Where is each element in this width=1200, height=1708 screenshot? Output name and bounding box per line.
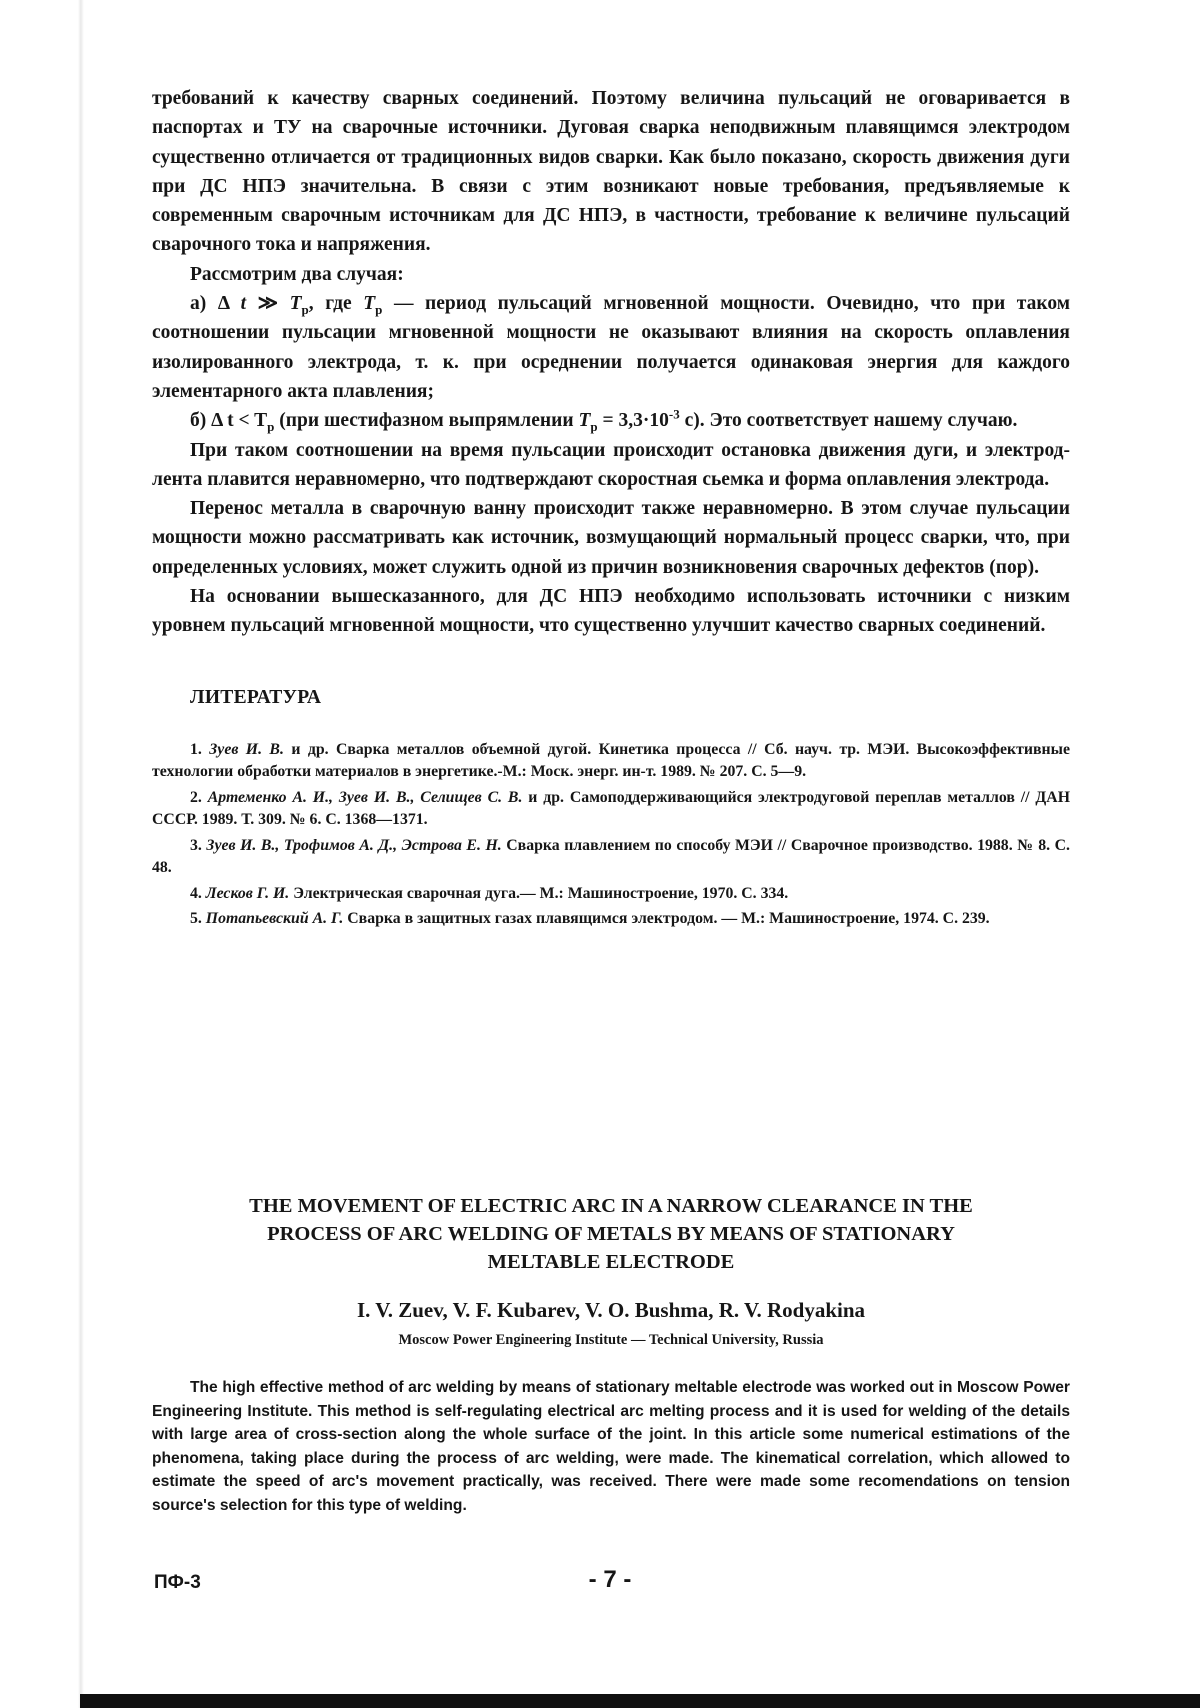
- reference-item: 2. Артеменко А. И., Зуев И. В., Селищев С. В. и др. Самоподдерживающийся электродуговой переплав металлов // ДАН СССР. 1989. Т. 309. № 6. С. 1368—1371.: [152, 788, 1070, 829]
- english-title: [152, 1192, 1070, 1276]
- english-authors: I. V. Zuev, V. F. Kubarev, V. O. Bushma, R. V. Rodyakina: [356, 1298, 866, 1322]
- english-affiliation: Moscow Power Engineering Institute — Technical University, Russia: [398, 1332, 824, 1348]
- english-title-line: PROCESS OF ARC WELDING OF METALS BY MEANS OF STATIONARY: [267, 1223, 955, 1245]
- english-title-line: MELTABLE ELECTRODE: [487, 1251, 735, 1273]
- scan-shadow-left: [78, 0, 84, 1708]
- russian-text-section: [152, 84, 1070, 934]
- paragraph-7: На основании вышесказанного, для ДС НПЭ необходимо использовать источники с низким уровнем пульсаций мгновенной мощности, что существенно улучшит качество сварных соединений.: [152, 586, 1070, 637]
- reference-item: 1. Зуев И. В. и др. Сварка металлов объемной дугой. Кинетика процесса // Сб. науч. тр. МЭИ. Высокоэффективные технологии обработки материалов в энергетике.-М.: Моск. энерг. ин-т. 1989. № 207. С. 5—9.: [152, 740, 1070, 781]
- english-abstract: The high effective method of arc welding by means of stationary meltable electrode was worked out in Moscow Power Engineering Institute. This method is self-regulating electrical arc melting process and it is used for welding of the details with large area of cross-section along the whole surface of the joint. In this article some numerical estimations of the phenomena, taking place during the process of arc welding, were made. The kinematical correlation, which allowed to estimate the speed of arc's movement practically, was received. There were made some recomendations on tension source's selection for this type of welding.: [152, 1379, 1070, 1514]
- paragraph-5: При таком соотношении на время пульсации происходит остановка движения дуги, и электрод-лента плавится неравномерно, что подтверждают скоростная сьемка и форма оплавления электрода.: [152, 439, 1070, 490]
- reference-list: [152, 739, 1070, 931]
- literature-heading: ЛИТЕРАТУРА: [190, 686, 322, 708]
- scan-border-bottom: [80, 1694, 1200, 1708]
- english-title-line: THE MOVEMENT OF ELECTRIC ARC IN A NARROW CLEARANCE IN THE: [249, 1195, 973, 1217]
- footer-code: ПФ-3: [154, 1572, 201, 1593]
- paragraph-2: Рассмотрим два случая:: [190, 263, 404, 285]
- reference-item: 5. Потапьевский А. Г. Сварка в защитных газах плавящимся электродом. — М.: Машиностроение, 1974. С. 239.: [190, 910, 990, 928]
- page-number: - 7 -: [588, 1566, 632, 1593]
- paragraph-case-b: б) Δ $t < T_p$ (при шестифазном выпрямлении $T_р = 3,3\cdot 10^{-3}$ с). Это соответствует нашему случаю.: [190, 406, 1018, 435]
- paragraph-1: требований к качеству сварных соединений. Поэтому величина пульсаций не оговаривается в паспортах и ТУ на сварочные источники. Дуговая сварка неподвижным плавящимся электродом существенно отличается от традиционных видов сварки. Как было показано, скорость движения дуги при ДС НПЭ значительна. В связи с этим возникают новые требования, предъявляемые к современным сварочным источникам для ДС НПЭ, в частности, требование к величине пульсаций сварочного тока и напряжения.: [152, 88, 1070, 256]
- reference-item: 3. Зуев И. В., Трофимов А. Д., Эстрова Е. Н. Сварка плавлением по способу МЭИ // Сварочное производство. 1988. № 8. С. 48.: [152, 836, 1071, 877]
- paragraph-6: Перенос металла в сварочную ванну происходит также неравномерно. В этом случае пульсации мощности можно рассматривать как источник, возмущающий нормальный процесс сварки, что, при определенных условиях, может служить одной из причин возникновения сварочных дефектов (пор).: [152, 498, 1070, 578]
- reference-item: 4. Лесков Г. И. Электрическая сварочная дуга.— М.: Машиностроение, 1970. С. 334.: [190, 884, 789, 902]
- paragraph-case-a: а) Δ t ≫ $T_р$, где $T_р$ — период пульсаций мгновенной мощности. Очевидно, что при таком соотношении пульсации мгновенной мощности не оказывают влияния на скорость оплавления изолированного электрода, т. к. при осреднении получается одинаковая энергия для каждого элементарного акта плавления;: [152, 293, 1070, 402]
